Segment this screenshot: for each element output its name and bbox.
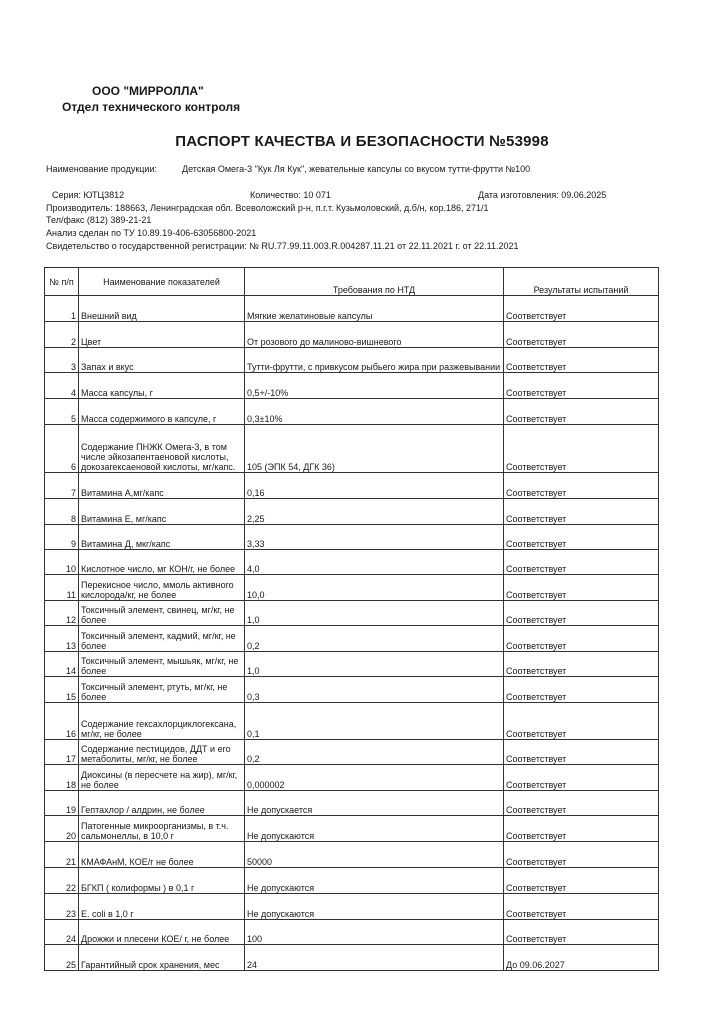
row-number: 13 [45,626,79,652]
row-result: Соответствует [504,842,659,868]
row-result: Соответствует [504,626,659,652]
row-requirement: 0,1 [245,703,504,740]
row-result: Соответствует [504,348,659,373]
row-result: Соответствует [504,765,659,791]
table-row [45,425,659,473]
row-result: Соответствует [504,894,659,920]
row-result: Соответствует [504,499,659,525]
table-row [45,842,659,868]
row-number: 2 [45,322,79,348]
row-requirement: 24 [245,945,504,971]
row-requirement: Мягкие желатиновые капсулы [245,296,504,322]
row-name: Витамина Е, мг/капс [79,499,245,525]
row-name: Дрожжи и плесени КОЕ/ г, не более [79,920,245,945]
analysis-field: Анализ сделан по ТУ 10.89.19-406-63056800-2021 [46,228,257,238]
row-requirement: 3,33 [245,525,504,550]
table-row [45,525,659,550]
row-name: Масса капсулы, г [79,373,245,399]
manufacturer-field: Производитель: 188663, Ленинградская обл. Всеволожский р-н, п.г.т. Кузьмоловский, д.б/н, кор.186, 271/1 [46,203,489,213]
row-requirement: От розового до малиново-вишневого [245,322,504,348]
row-requirement: 0,5+/-10% [245,373,504,399]
department-name: Отдел технического контроля [62,100,241,114]
header-requirements: Требования по НТД [245,268,504,296]
row-requirement: Не допускаются [245,816,504,842]
row-name: Токсичный элемент, мышьяк, мг/кг, не более [79,652,245,677]
row-name: Кислотное число, мг КОН/г, не более [79,550,245,575]
row-result: Соответствует [504,703,659,740]
row-requirement: 2,25 [245,499,504,525]
row-name: Цвет [79,322,245,348]
table-row [45,473,659,499]
row-number: 15 [45,677,79,703]
quantity-field: Количество: 10 071 [250,190,331,200]
row-name: Гарантийный срок хранения, мес [79,945,245,971]
row-result: Соответствует [504,791,659,816]
row-result: Соответствует [504,575,659,601]
row-requirement: 4,0 [245,550,504,575]
certificate-field: Свидетельство о государственной регистрации: № RU.77.99.11.003.R.004287.11.21 от 22.11.2021 г. от 22.11.2021 [46,241,519,251]
table-row [45,677,659,703]
row-result: Соответствует [504,525,659,550]
row-requirement: Тутти-фрутти, с привкусом рыбьего жира при разжевывании [245,348,504,373]
row-result: Соответствует [504,296,659,322]
row-number: 25 [45,945,79,971]
row-number: 11 [45,575,79,601]
row-name: КМАФАнМ, КОЕ/г не более [79,842,245,868]
table-row [45,652,659,677]
row-name: Токсичный элемент, ртуть, мг/кг, не более [79,677,245,703]
series-field: Серия: ЮТЦ3812 [52,190,125,200]
row-requirement: 50000 [245,842,504,868]
row-name: Витамина А,мг/капс [79,473,245,499]
row-result: Соответствует [504,473,659,499]
table-header-row [45,268,659,296]
row-name: Гептахлор / алдрин, не более [79,791,245,816]
row-number: 1 [45,296,79,322]
table-row [45,703,659,740]
company-name: ООО "МИРРОЛЛА" [92,84,204,98]
row-result: Соответствует [504,677,659,703]
row-number: 8 [45,499,79,525]
row-name: Токсичный элемент, свинец, мг/кг, не более [79,601,245,626]
row-result: Соответствует [504,550,659,575]
row-requirement: 0,16 [245,473,504,499]
table-row [45,868,659,894]
row-result: Соответствует [504,425,659,473]
row-result: До 09.06.2027 [504,945,659,971]
row-number: 14 [45,652,79,677]
header-name: Наименование показателей [79,268,245,296]
company-header [62,83,241,115]
row-number: 7 [45,473,79,499]
row-requirement: 1,0 [245,652,504,677]
table-row [45,348,659,373]
row-result: Соответствует [504,322,659,348]
table-row [45,322,659,348]
row-number: 21 [45,842,79,868]
table-row [45,373,659,399]
table-row [45,816,659,842]
row-name: E. coli в 1,0 г [79,894,245,920]
row-number: 19 [45,791,79,816]
row-name: Диоксины (в пересчете на жир), мг/кг, не более [79,765,245,791]
row-requirement: Не допускаются [245,894,504,920]
row-name: Перекисное число, ммоль активного кислорода/кг, не более [79,575,245,601]
product-name: Детская Омега-3 "Кук Ля Кук", жевательные капсулы со вкусом тутти-фрутти №100 [182,164,531,174]
row-number: 3 [45,348,79,373]
row-result: Соответствует [504,868,659,894]
row-result: Соответствует [504,740,659,765]
row-requirement: Не допускается [245,791,504,816]
quality-table [44,267,659,971]
row-name: Внешний вид [79,296,245,322]
table-row [45,894,659,920]
row-number: 24 [45,920,79,945]
row-number: 20 [45,816,79,842]
manufacture-date-field: Дата изготовления: 09.06.2025 [478,190,607,200]
table-row [45,499,659,525]
row-number: 12 [45,601,79,626]
table-row [45,575,659,601]
row-name: БГКП ( колиформы ) в 0,1 г [79,868,245,894]
table-row [45,945,659,971]
row-requirement: 105 (ЭПК 54, ДГК 36) [245,425,504,473]
table-row [45,765,659,791]
row-name: Содержание гексахлорциклогексана, мг/кг, не более [79,703,245,740]
row-name: Витамина Д, мкг/капс [79,525,245,550]
row-requirement: 0,2 [245,740,504,765]
phone-field: Тел/факс (812) 389-21-21 [46,215,152,225]
row-result: Соответствует [504,399,659,425]
row-requirement: 100 [245,920,504,945]
row-result: Соответствует [504,373,659,399]
row-requirement: 0,3 [245,677,504,703]
table-row [45,791,659,816]
row-number: 10 [45,550,79,575]
row-name: Патогенные микроорганизмы, в т.ч. сальмонеллы, в 10,0 г [79,816,245,842]
table-row [45,550,659,575]
row-result: Соответствует [504,920,659,945]
table-row [45,626,659,652]
table-row [45,740,659,765]
table-row [45,601,659,626]
document-title: ПАСПОРТ КАЧЕСТВА И БЕЗОПАСНОСТИ №53998 [175,133,549,150]
row-number: 23 [45,894,79,920]
row-result: Соответствует [504,652,659,677]
row-number: 18 [45,765,79,791]
row-requirement: Не допускаются [245,868,504,894]
row-requirement: 0,000002 [245,765,504,791]
row-name: Содержание пестицидов, ДДТ и его метаболиты, мг/кг, не более [79,740,245,765]
table-row [45,920,659,945]
table-row [45,399,659,425]
row-name: Масса содержимого в капсуле, г [79,399,245,425]
row-requirement: 10,0 [245,575,504,601]
product-label: Наименование продукции: [46,164,157,174]
row-number: 6 [45,425,79,473]
row-number: 16 [45,703,79,740]
row-name: Запах и вкус [79,348,245,373]
row-result: Соответствует [504,816,659,842]
row-requirement: 0,3±10% [245,399,504,425]
table-row [45,296,659,322]
row-number: 22 [45,868,79,894]
row-result: Соответствует [504,601,659,626]
header-results: Результаты испытаний [504,268,659,296]
row-requirement: 0,2 [245,626,504,652]
row-number: 9 [45,525,79,550]
row-number: 17 [45,740,79,765]
row-name: Токсичный элемент, кадмий, мг/кг, не более [79,626,245,652]
row-name: Содержание ПНЖК Омега-3, в том числе эйкозапентаеновой кислоты, докозагексаеновой кислоты, мг/капс. [79,425,245,473]
row-requirement: 1,0 [245,601,504,626]
header-num: № п/п [45,268,79,296]
row-number: 4 [45,373,79,399]
row-number: 5 [45,399,79,425]
